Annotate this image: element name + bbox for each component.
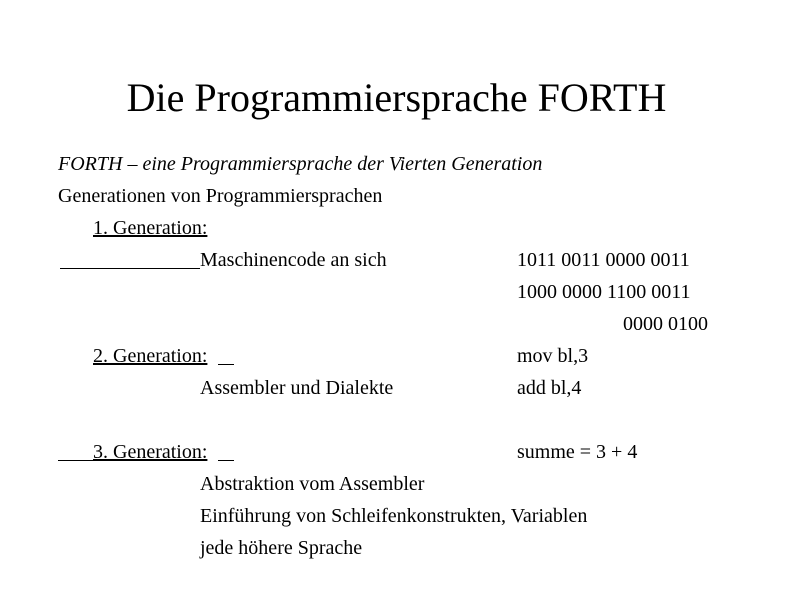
gen3-note: jede höhere Sprache: [200, 537, 363, 559]
gen1-underline-rule: [60, 268, 200, 269]
intro-text: Generationen von Programmiersprachen: [58, 185, 383, 207]
gen2-code-line: mov bl,3: [517, 345, 589, 367]
gen1-code-line: 0000 0100: [623, 313, 708, 335]
gen3-lead-rule: [58, 460, 93, 461]
gen1-heading: 1. Generation:: [93, 217, 208, 239]
gen2-code-line: add bl,4: [517, 377, 582, 399]
gen3-note: Abstraktion vom Assembler: [200, 473, 425, 495]
gen3-code-line: summe = 3 + 4: [517, 441, 638, 463]
slide-title: Die Programmiersprache FORTH: [126, 75, 667, 120]
gen3-heading: 3. Generation:: [93, 441, 208, 463]
gen3-underline-rule: [218, 460, 234, 461]
gen2-heading: 2. Generation:: [93, 345, 208, 367]
slide-subtitle: FORTH – eine Programmiersprache der Vierten Generation: [58, 153, 543, 175]
gen1-code-line: 1011 0011 0000 0011: [517, 249, 690, 271]
gen2-underline-rule: [218, 364, 234, 365]
gen1-description: Maschinencode an sich: [200, 249, 387, 271]
gen1-code-line: 1000 0000 1100 0011: [517, 281, 691, 303]
gen2-description: Assembler und Dialekte: [200, 377, 394, 399]
gen3-note: Einführung von Schleifenkonstrukten, Variablen: [200, 505, 588, 527]
